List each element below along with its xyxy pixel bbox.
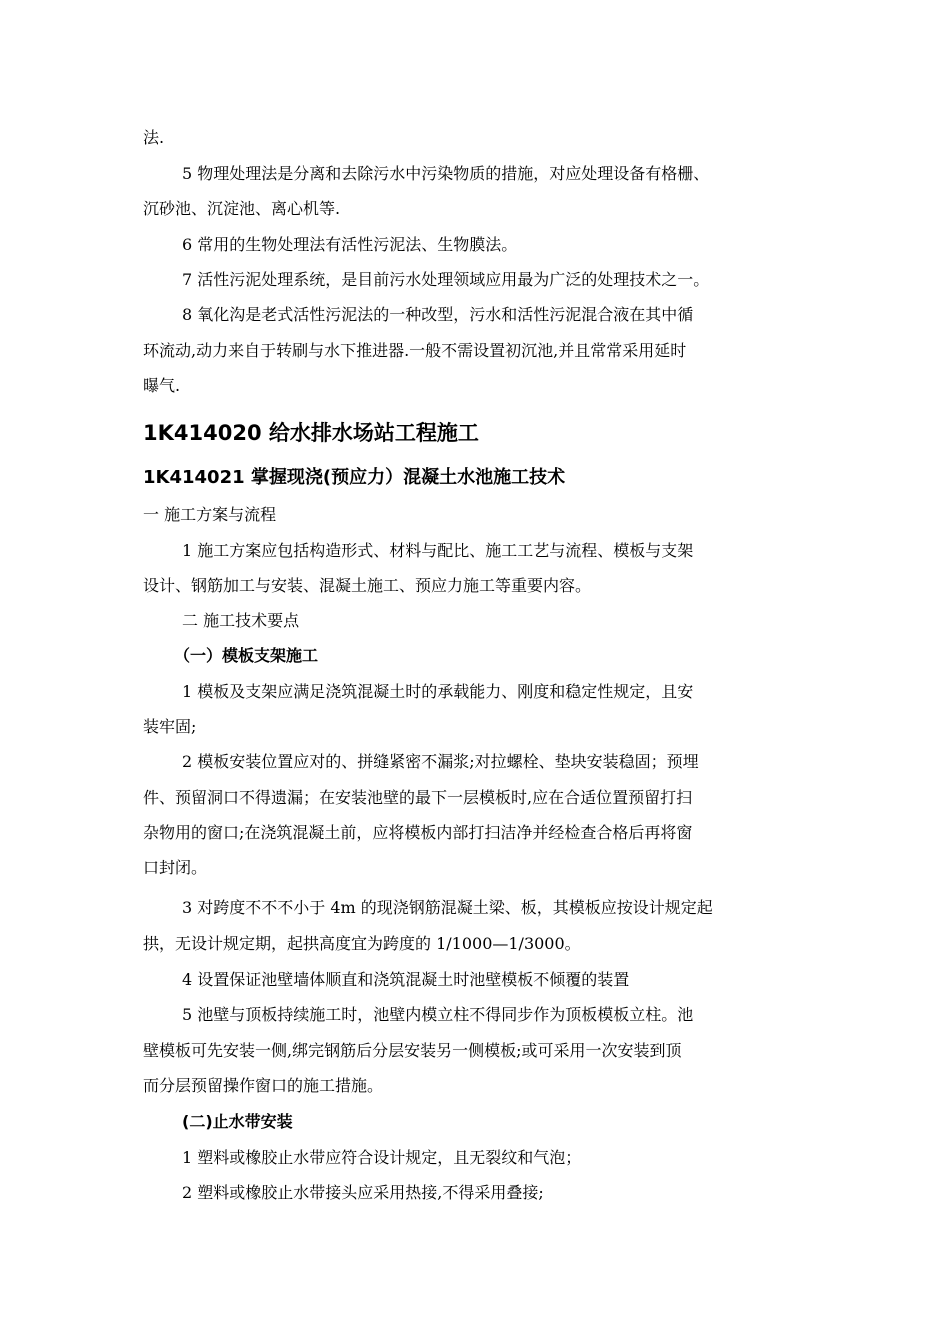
paragraph-line: 一 施工方案与流程 bbox=[143, 505, 277, 524]
paragraph-line: 口封闭。 bbox=[143, 858, 208, 877]
section-heading: 1K414020 给水排水场站工程施工 bbox=[143, 421, 479, 445]
paragraph-line: 1 施工方案应包括构造形式、材料与配比、施工工艺与流程、模板与支架 bbox=[182, 541, 694, 560]
paragraph-line: 5 物理处理法是分离和去除污水中污染物质的措施，对应处理设备有格栅、 bbox=[182, 164, 710, 183]
paragraph-line: 而分层预留操作窗口的施工措施。 bbox=[143, 1076, 384, 1095]
paragraph-line: 件、预留洞口不得遗漏；在安装池壁的最下一层模板时,应在合适位置预留打扫 bbox=[143, 788, 693, 807]
paragraph-line: 5 池壁与顶板持续施工时，池壁内模立柱不得同步作为顶板模板立柱。池 bbox=[182, 1005, 694, 1024]
paragraph-line: 1 模板及支架应满足浇筑混凝土时的承载能力、刚度和稳定性规定，且安 bbox=[182, 682, 694, 701]
paragraph-line: 杂物用的窗口;在浇筑混凝土前，应将模板内部打扫洁净并经检查合格后再将窗 bbox=[143, 823, 693, 842]
paragraph-line: 二 施工技术要点 bbox=[182, 611, 300, 630]
paragraph-line: 曝气. bbox=[143, 376, 181, 395]
subsection-heading: 1K414021 掌握现浇(预应力）混凝土水池施工技术 bbox=[143, 467, 566, 488]
paragraph-line: 4 设置保证池壁墙体顺直和浇筑混凝土时池壁模板不倾覆的装置 bbox=[182, 970, 630, 989]
paragraph-line: 法. bbox=[143, 128, 165, 147]
paragraph-line: 6 常用的生物处理法有活性污泥法、生物膜法。 bbox=[182, 235, 518, 254]
paragraph-line: 2 塑料或橡胶止水带接头应采用热接,不得采用叠接; bbox=[182, 1183, 544, 1202]
paragraph-line: 8 氧化沟是老式活性污泥法的一种改型，污水和活性污泥混合液在其中循 bbox=[182, 305, 694, 324]
paragraph-line: 装牢固; bbox=[143, 717, 197, 736]
paragraph-line: 7 活性污泥处理系统，是目前污水处理领域应用最为广泛的处理技术之一。 bbox=[182, 270, 710, 289]
paragraph-line: 沉砂池、沉淀池、离心机等. bbox=[143, 199, 341, 218]
paragraph-line: 拱，无设计规定期，起拱高度宜为跨度的 1/1000—1/3000。 bbox=[143, 934, 581, 953]
paragraph-line: 2 模板安装位置应对的、拼缝紧密不漏浆;对拉螺栓、垫块安装稳固；预埋 bbox=[182, 752, 699, 771]
paragraph-line: 设计、钢筋加工与安装、混凝土施工、预应力施工等重要内容。 bbox=[143, 576, 592, 595]
paragraph-line: 壁模板可先安装一侧,绑完钢筋后分层安装另一侧模板;或可采用一次安装到顶 bbox=[143, 1041, 682, 1060]
item-heading-formwork: （一）模板支架施工 bbox=[174, 646, 319, 665]
item-heading-waterstop: (二)止水带安装 bbox=[182, 1112, 293, 1131]
paragraph-line: 3 对跨度不不不小于 4m 的现浇钢筋混凝土梁、板，其模板应按设计规定起 bbox=[182, 898, 713, 917]
paragraph-line: 环流动,动力来自于转刷与水下推进器.一般不需设置初沉池,并且常常采用延时 bbox=[143, 341, 687, 360]
paragraph-line: 1 塑料或橡胶止水带应符合设计规定，且无裂纹和气泡； bbox=[182, 1148, 582, 1167]
